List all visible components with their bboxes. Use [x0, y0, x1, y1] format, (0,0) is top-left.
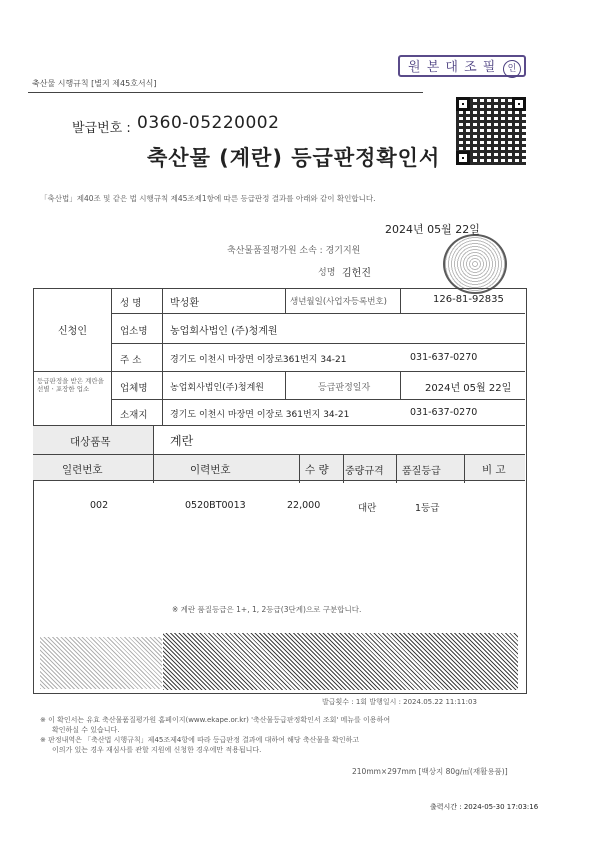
table-header-bg — [33, 455, 525, 480]
original-copy-stamp — [398, 55, 526, 77]
applicant-name-label: 성 명 — [120, 298, 142, 309]
row-quantity: 22,000 — [287, 500, 321, 511]
paper-spec: 210mm×297mm [백상지 80g/㎡(재활용품)] — [352, 767, 508, 776]
packer-location-label: 소재지 — [120, 410, 148, 421]
notice-1: ※ 이 확인서는 유효 축산물품질평가원 홈페이지(www.ekape.or.kr) '축산물등급판정확인서 조회' 메뉴를 이용하여 — [40, 716, 391, 724]
company-label: 업소명 — [120, 326, 148, 337]
row-serial: 002 — [90, 500, 109, 511]
scan-noise-block — [163, 633, 518, 690]
stamp-circle-mark: 인 — [503, 60, 521, 78]
qr-code — [456, 97, 526, 165]
issue-date: 2024년 05월 22일 — [385, 223, 480, 236]
row-trace-number: 0520BT0013 — [185, 500, 246, 511]
col-trace-number: 이력번호 — [190, 464, 231, 476]
col-quantity: 수 량 — [305, 464, 329, 476]
col-remarks: 비 고 — [482, 464, 506, 476]
inspector-name: 김헌진 — [342, 268, 371, 279]
certification-sentence: 「축산법」제40조 및 같은 법 시행규칙 제45조제1항에 따른 등급판정 결과를 아래와 같이 확인합니다. — [40, 194, 376, 203]
organization-line: 축산물품질평가원 소속 : 경기지원 — [227, 246, 361, 256]
issue-number: 0360-05220002 — [137, 113, 280, 133]
notice-2: ※ 판정내역은 「축산법 시행규칙」제45조제4항에 따라 등급판정 결과에 대하여 해당 축산물을 확인하고 — [40, 736, 360, 744]
address: 경기도 이천시 마장면 이장로361번지 34-21 — [170, 355, 347, 365]
stamp-text: 원 본 대 조 필 — [408, 60, 497, 75]
notice-2b: 이의가 있는 경우 재심사를 관할 지원에 신청한 경우에만 적용됩니다. — [52, 746, 262, 754]
inspector-name-label: 성명 — [318, 268, 336, 278]
official-seal — [443, 234, 507, 294]
col-quality-grade: 품질등급 — [402, 466, 441, 477]
document-title: 축산물 (계란) 등급판정확인서 — [147, 146, 441, 170]
grading-date: 2024년 05월 22일 — [425, 383, 512, 394]
target-item-label: 대상품목 — [70, 436, 111, 448]
row-quality-grade: 1등급 — [415, 503, 440, 514]
applicant-section-label: 신청인 — [58, 326, 87, 337]
form-reference: 축산물 시행규칙 [별지 제45호서식] — [32, 79, 157, 88]
col-weight-spec: 중량규격 — [345, 466, 384, 477]
grade-footnote: ※ 계란 품질등급은 1+, 1, 2등급(3단계)으로 구분합니다. — [172, 605, 362, 614]
grading-date-label: 등급판정일자 — [318, 383, 371, 393]
notice-1b: 확인하실 수 있습니다. — [52, 726, 120, 734]
applicant-name: 박성환 — [170, 298, 199, 309]
print-time: 출력시간 : 2024-05-30 17:03:16 — [430, 803, 539, 811]
company-name: 농업회사법인 (주)청계원 — [170, 326, 278, 337]
issue-number-label: 발급번호 : — [72, 121, 131, 136]
packer-company-label: 업체명 — [120, 383, 148, 394]
col-serial: 일련번호 — [62, 464, 103, 476]
address-phone: 031-637-0270 — [410, 352, 478, 363]
packer-company: 농업회사법인(주)청계원 — [170, 383, 264, 393]
packer-phone: 031-637-0270 — [410, 407, 478, 418]
row-weight-spec: 대란 — [358, 503, 377, 514]
target-item: 계란 — [170, 434, 194, 448]
top-rule — [28, 92, 423, 93]
packer-section-label: 등급판정을 받은 계란을 선별ㆍ포장한 업소 — [37, 377, 104, 393]
packer-location: 경기도 이천시 마장면 이장로 361번지 34-21 — [170, 410, 350, 420]
scan-noise-band — [40, 637, 162, 689]
issue-count-info: 발급횟수 : 1회 발행일시 : 2024.05.22 11:11:03 — [322, 698, 477, 706]
business-number: 126-81-92835 — [433, 294, 504, 305]
business-number-label: 생년월일(사업자등록번호) — [290, 297, 387, 307]
address-label: 주 소 — [120, 355, 142, 366]
